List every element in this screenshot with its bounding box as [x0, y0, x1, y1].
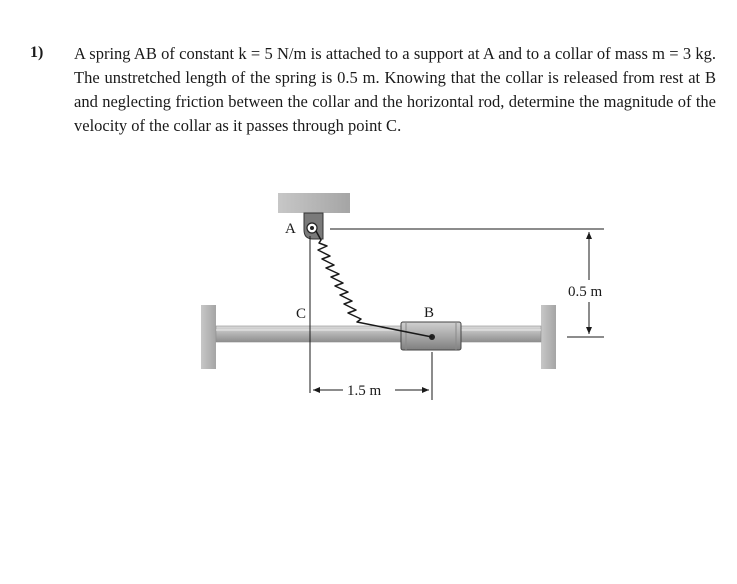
dim-horizontal-label: 1.5 m	[347, 383, 382, 399]
label-b: B	[424, 305, 435, 321]
horizontal-rod	[216, 326, 541, 342]
dim-vertical-label: 0.5 m	[568, 284, 603, 300]
right-wall	[541, 305, 556, 369]
label-c: C	[296, 306, 307, 322]
problem-number: 1)	[30, 44, 44, 61]
left-wall	[201, 305, 216, 369]
problem-text: A spring AB of constant k = 5 N/m is attached to a support at A and to a collar of mass m = 3 kg. The unstretched length of the spring is 0.5 m. Knowing that the collar is released from rest at B and neglecting friction between the collar and the horizontal rod, determine the magnitude of the velocity of the collar as it passes through point C.	[74, 44, 716, 135]
ceiling-support	[278, 193, 350, 213]
label-a: A	[285, 221, 296, 237]
spring	[316, 231, 435, 337]
